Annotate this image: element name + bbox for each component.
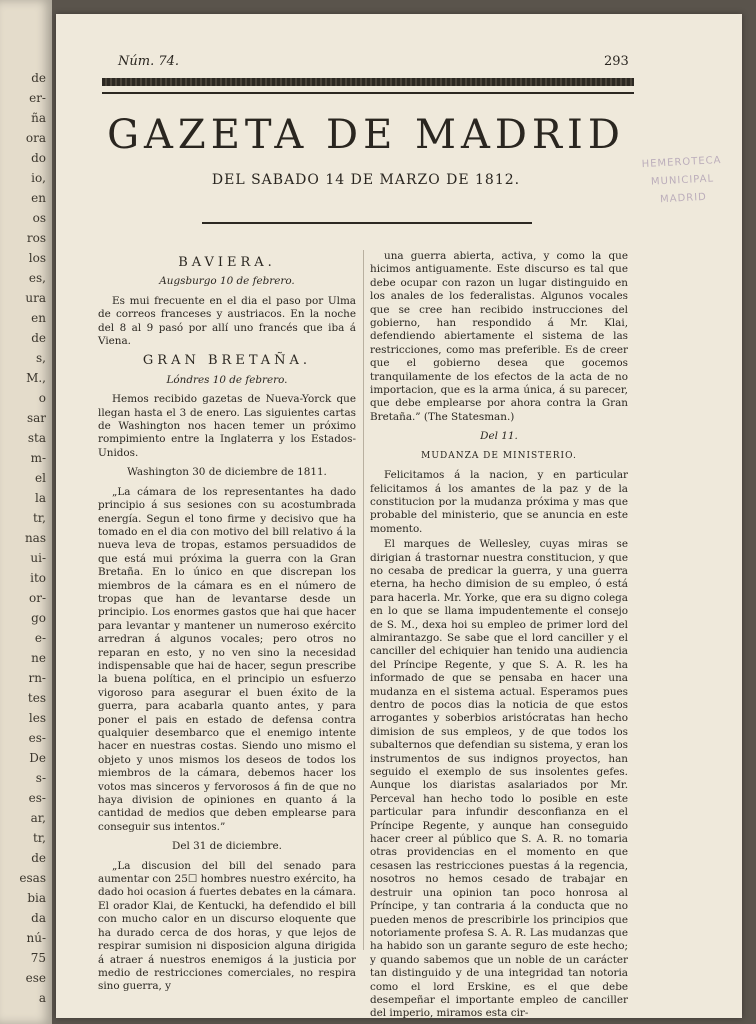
prev-page-fragment: da xyxy=(31,911,46,925)
stamp-line-2: MUNICIPAL xyxy=(650,173,715,188)
prev-page-fragment: en xyxy=(31,311,46,325)
stamp-line-1: HEMEROTECA xyxy=(641,154,722,171)
paragraph: „La cámara de los representantes ha dado principio á sus sesiones con su acostumbrada energía. Segun el tono firme y decisivo que ha tomado en el dia con motivo del bill relativo á la nueva leva de tropas, estamos persuadidos de que está mui próxima la guerra con la Gran Bretaña. En lo único en que discrepan los miembros de la cámara es en el número de tropas que han de levantarse desde un principio. Los enormes gastos que hai que hacer para levantar y mantener un numeroso exército arredran á algunos vocales; pero otros no reparan en esto, y no ven sino la necesidad indispensable que hai de hacer, segun prescribe la buena política, en el principio un esfuerzo vigoroso para asegurar el buen éxito de la guerra, para acabarla quanto antes, y para poner el pais en estado de defensa contra qualquier desembarco que el enemigo intente hacer en nuestras costas. Siendo uno mismo el objeto y unos mismos los deseos de todos los miembros de la cámara, debemos hacer los votos mas sinceros y fervorosos á fin de que no haya division de opiniones en quanto á la cantidad de medios que deben emplearse para conseguir sus intentos.” xyxy=(98,485,356,833)
prev-page-fragment: nas xyxy=(24,531,46,545)
prev-page-fragment: or- xyxy=(28,591,46,605)
dateline-augsburgo: Augsburgo 10 de febrero. xyxy=(159,275,295,288)
prev-page-fragment: rn- xyxy=(28,671,46,685)
prev-page-fragment: ar, xyxy=(30,811,46,825)
prev-page-fragment: el xyxy=(35,471,46,485)
prev-page-fragment: do xyxy=(31,151,46,165)
prev-page-fragment: m- xyxy=(30,451,46,465)
prev-page-fragment: o xyxy=(38,391,46,405)
prev-page-fragment: les xyxy=(28,711,46,725)
issue-number: Núm. 74. xyxy=(118,54,180,69)
prev-page-fragment: ña xyxy=(31,111,46,125)
right-column xyxy=(370,250,628,1023)
top-rule-thin xyxy=(102,92,634,94)
prev-page-fragment: ito xyxy=(30,571,46,585)
newspaper-page xyxy=(56,14,742,1018)
stamp-line-3: MADRID xyxy=(659,191,708,206)
section-heading-mudanza: MUDANZA DE MINISTERIO. xyxy=(421,450,577,461)
prev-page-fragment: ese xyxy=(25,971,46,985)
prev-page-fragment: os xyxy=(32,211,46,225)
prev-page-fragment: a xyxy=(38,991,46,1005)
issue-date: DEL SABADO 14 DE MARZO DE 1812. xyxy=(211,172,521,188)
prev-page-fragment: De xyxy=(29,751,46,765)
prev-page-fragment: s, xyxy=(36,351,46,365)
prev-page-fragment: s- xyxy=(35,771,46,785)
prev-page-fragment: ura xyxy=(25,291,46,305)
prev-page-fragment: es- xyxy=(28,791,46,805)
column-divider xyxy=(363,250,364,950)
top-rule xyxy=(102,78,634,86)
prev-page-fragment: nú- xyxy=(26,931,46,945)
dateline-31-diciembre: Del 31 de diciembre. xyxy=(172,840,282,853)
prev-page-fragment: ora xyxy=(25,131,46,145)
masthead-title: GAZETA DE MADRID xyxy=(107,112,625,158)
prev-page-fragment: es- xyxy=(28,731,46,745)
dateline-washington: Washington 30 de diciembre de 1811. xyxy=(127,466,327,479)
prev-page-fragment: ros xyxy=(26,231,46,245)
page-number: 293 xyxy=(604,54,629,69)
paragraph: Es mui frecuente en el dia el paso por Ulma de correos franceses y austriacos. En la noche del 8 al 9 pasó por allí uno francés que iba á Viena. xyxy=(98,294,356,348)
paragraph: Hemos recibido gazetas de Nueva-Yorck que llegan hasta el 3 de enero. Las siguientes cartas de Washington nos hacen temer un próximo rompimiento entre la Inglaterra y los Estados-Unidos. xyxy=(98,393,356,459)
prev-page-fragment: ne xyxy=(31,651,46,665)
prev-page-fragment: sar xyxy=(26,411,46,425)
paragraph: una guerra abierta, activa, y como la que hicimos antiguamente. Este discurso es tal que debe ocupar con razon un lugar distinguido en los anales de los federalistas. Algunos vocales que se cree han recibido instrucciones del gobierno, han respondido á Mr. Klai, defendiendo abiertamente el sistema de las restricciones, como mas preferible. Es de creer que el gobierno desea que gocemos tranquilamente de los efectos de la acta de no importacion, que es la arma única, á su parecer, que debe emplearse por ahora contra la Gran Bretaña.” (The Statesman.) xyxy=(370,250,628,423)
prev-page-fragment: los xyxy=(28,251,46,265)
prev-page-fragment: de xyxy=(31,851,46,865)
prev-page-fragment: es, xyxy=(28,271,46,285)
prev-page-fragment: de xyxy=(31,71,46,85)
prev-page-fragment: er- xyxy=(29,91,46,105)
paragraph: „La discusion del bill del senado para aumentar con 25☐ hombres nuestro exército, ha dado hoi ocasion á fuertes debates en la cámara. El orador Klai, de Kentucki, ha defendido el bill con mucho calor en un discurso eloquente que ha durado cerca de dos horas, y que lejos de respirar sumision ni disposicion alguna dirigida á atraer á nuestros enemigos á la justicia por medio de restricciones comerciales, no respira sino guerra, y xyxy=(98,859,357,993)
previous-page-edge xyxy=(0,0,52,1024)
prev-page-fragment: bia xyxy=(27,891,46,905)
dateline-londres: Lóndres 10 de febrero. xyxy=(166,373,288,386)
prev-page-fragment: la xyxy=(35,491,46,505)
prev-page-fragment: sta xyxy=(27,431,46,445)
prev-page-fragment: en xyxy=(31,191,46,205)
prev-page-fragment: M., xyxy=(26,371,46,385)
prev-page-fragment: 75 xyxy=(30,951,46,965)
prev-page-fragment: esas xyxy=(19,871,46,885)
header-separator xyxy=(202,222,532,224)
section-heading-baviera: BAVIERA. xyxy=(178,255,276,270)
prev-page-fragment: io, xyxy=(31,171,46,185)
prev-page-fragment: tr, xyxy=(32,511,46,525)
section-heading-gran-bretana: GRAN BRETAÑA. xyxy=(142,353,312,369)
paragraph: Felicitamos á la nacion, y en particular felicitamos á los amantes de la paz y de la constitucion por la mudanza próxima y mas que probable del ministerio, que se anuncia en este momento. xyxy=(370,469,628,535)
prev-page-fragment: ui- xyxy=(30,551,46,565)
prev-page-fragment: de xyxy=(31,331,46,345)
dateline-del-11: Del 11. xyxy=(480,430,518,443)
prev-page-fragment: e- xyxy=(34,631,46,645)
prev-page-fragment: tes xyxy=(27,691,46,705)
paragraph: El marques de Wellesley, cuyas miras se dirigian á trastornar nuestra constitucion, y que no cesaba de predicar la guerra, y una guerra eterna, ha hecho dimision de su empleo, ó está para hacerla. Mr. Yorke, que era su digno colega en lo que se llama impudentemente el consejo de S. M., dexa hoi su empleo de primer lord del almirantazgo. Se sabe que el lord canciller y el canciller del echiquier han tenido una audiencia del Príncipe Regente, y que S. A. R. les ha informado de que se pensaba en hacer una mudanza en el sistema actual. Esperamos pues dentro de pocos dias la noticia de que estos arrogantes y soberbios aristócratas han hecho dimision de sus empleos, y de que todos los subalternos que defendian su sistema, y eran los instrumentos de sus indignos proyectos, han seguido el exemplo de sus insolentes gefes. Aunque los diaristas asalariados por Mr. Perceval han hecho todo lo posible en este particular para infundir desconfianza en el Príncipe Regente, y aunque han conseguido hacer creer al público que S. A. R. no tomaria otras providencias en el momento en que cesasen las restricciones puestas á la regencia, nosotros no hemos cesado de trabajar en destruir una opinion tan poco honrosa al Príncipe, y tan contraria á la conducta que no pueden menos de prescribirle los principios que notoriamente profesa S. A. R. Las mudanzas que ha habido son un garante seguro de este hecho; y quando sabemos que un noble de un carácter tan distinguido y de una integridad tan notoria como el lord Erskine, es el que debe desempeñar el importante empleo de canciller del imperio, miramos esta cir- xyxy=(370,538,628,1020)
library-stamp xyxy=(622,151,744,227)
prev-page-fragment: tr, xyxy=(32,831,46,845)
left-column xyxy=(98,250,356,996)
prev-page-fragment: go xyxy=(31,611,46,625)
